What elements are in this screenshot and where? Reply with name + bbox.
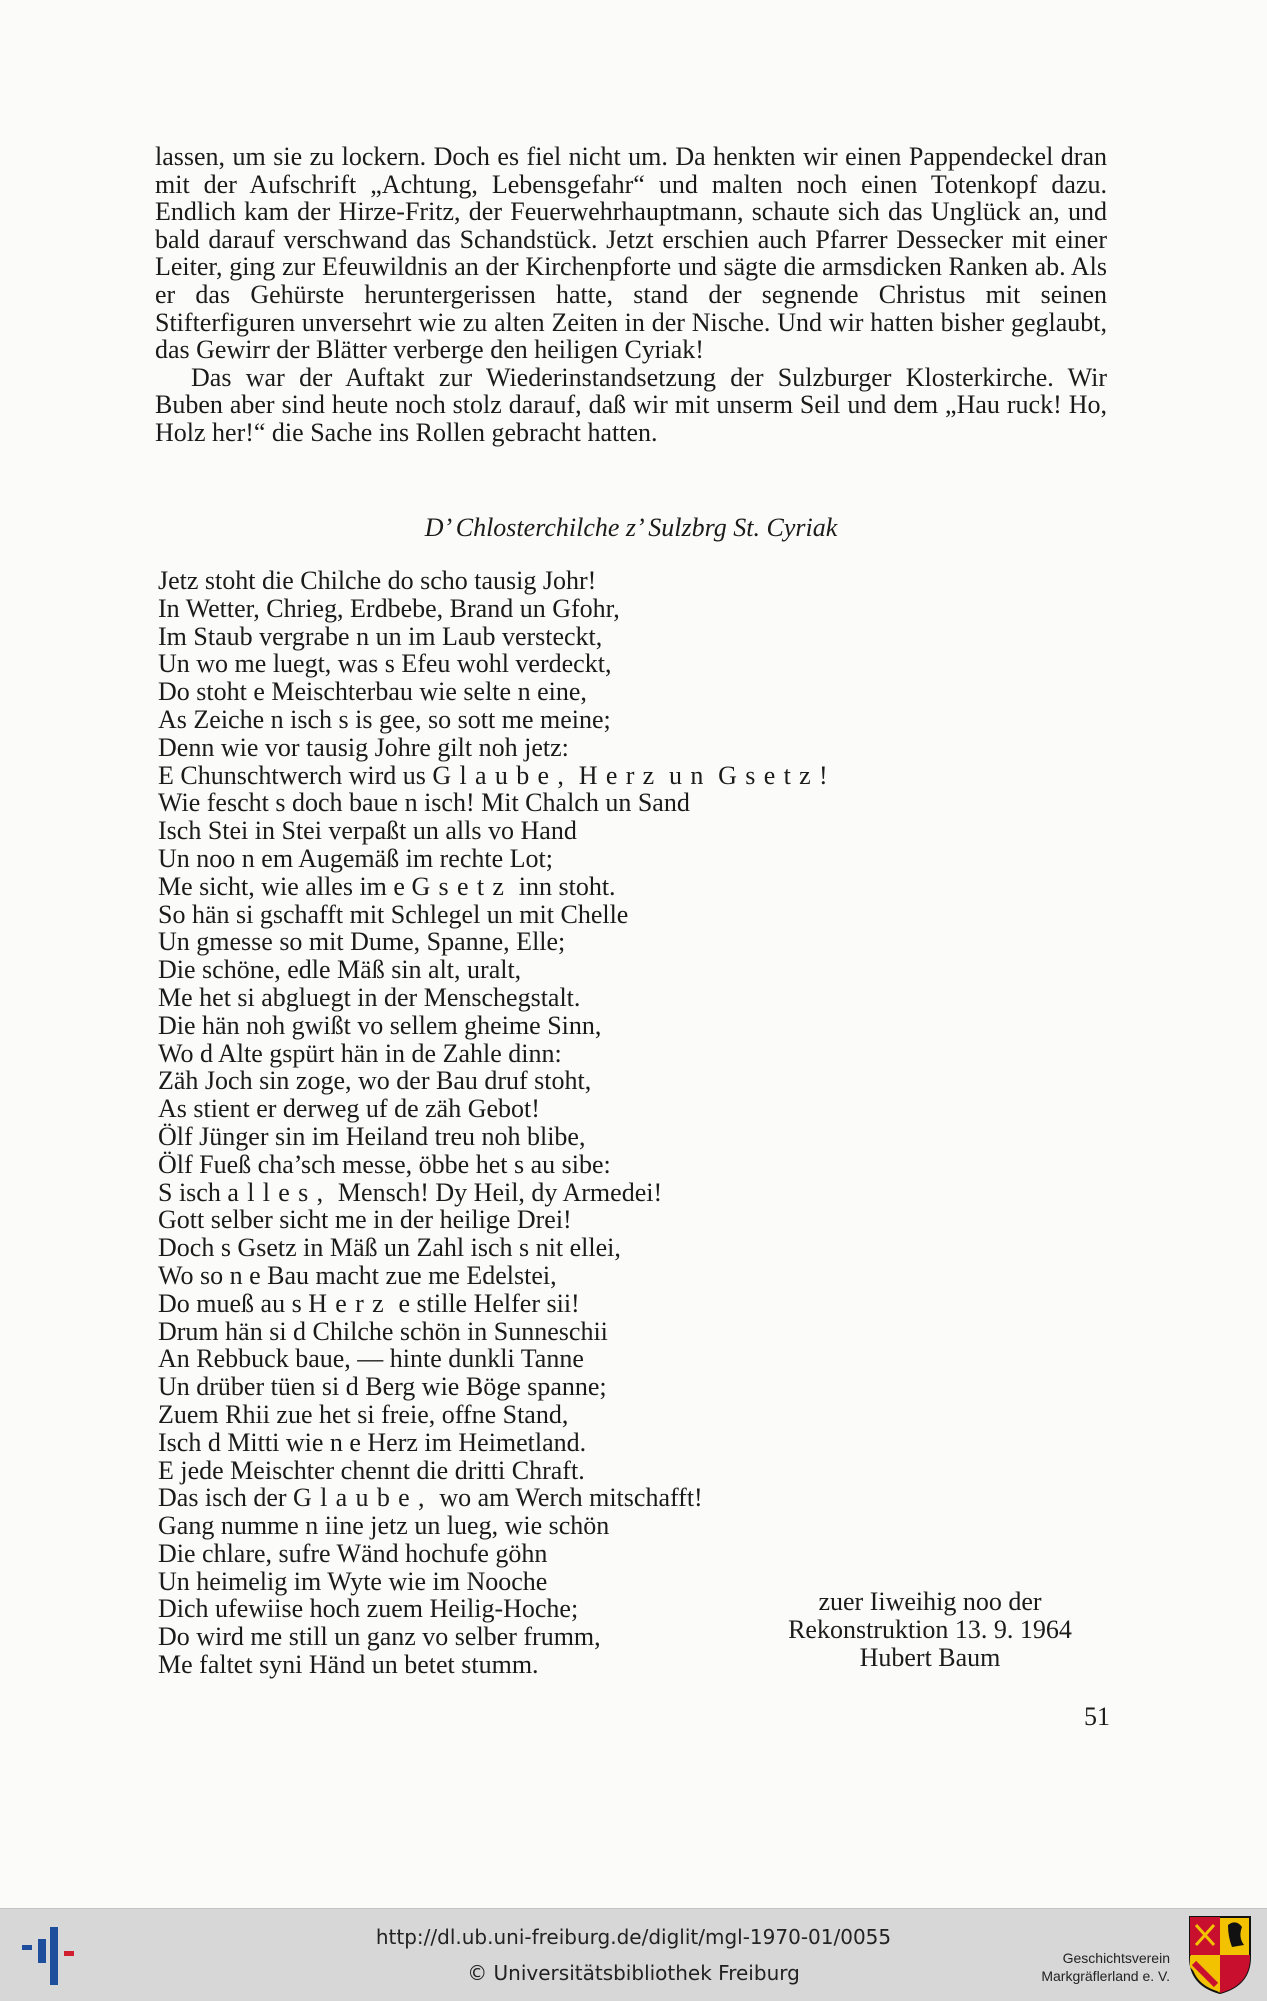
poem-line: Wo so n e Bau macht zue me Edelstei, <box>158 1260 557 1290</box>
dedication-line: zuer Iiweihig noo der <box>818 1587 1042 1616</box>
page-number: 51 <box>1084 1702 1110 1731</box>
poem-text: inn stoht. <box>512 871 616 901</box>
poem-line: Ölf Fueß cha’sch messe, öbbe het s au sibe: <box>158 1149 611 1179</box>
poem-line: E jede Meischter chennt die dritti Chraft. <box>158 1455 585 1485</box>
paragraph: lassen, um sie zu lockern. Doch es fiel nicht um. Da henkten wir einen Pappendeckel dran mit der Aufschrift „Achtung, Lebensgefahr“ und malten noch einen Totenkopf dazu. Endlich kam der Hirze-Fritz, der Feuerwehrhauptmann, schaute sich das Unglück an, und bald darauf verschwand das Schandstück. Jetzt erschien auch Pfarrer Dessecker mit einer Leiter, ging zur Efeuwildnis an der Kirchenpforte und sägte die armsdicken Ranken ab. Als er das Gehürste heruntergerissen hatte, stand der segnende Christus mit seinen Stifterfiguren unversehrt wie zu alten Zeiten in der Nische. Und wir hatten bisher geglaubt, das Gewirr der Blätter verberge den heiligen Cyriak! <box>155 142 1107 365</box>
poem-line: Gott selber sicht me in der heilige Drei! <box>158 1205 572 1235</box>
poem-text: wo am Werch mitschafft! <box>432 1483 703 1513</box>
poem-line: Un gmesse so mit Dume, Spanne, Elle; <box>158 927 566 957</box>
poem-line <box>158 1290 918 1318</box>
poem-line: Die chlare, sufre Wänd hochufe göhn <box>158 1538 548 1568</box>
spaced-word: Herz <box>578 760 663 790</box>
spaced-word: Gsetz <box>411 871 513 901</box>
poem-line: Im Staub vergrabe n un im Laub versteckt, <box>158 621 603 651</box>
poem-line: Drum hän si d Chilche schön in Sunneschii <box>158 1316 608 1346</box>
poem-line: Me het si abgluegt in der Menschegstalt. <box>158 982 581 1012</box>
poem-line <box>158 1179 918 1207</box>
society-name <box>1020 1949 1170 1985</box>
poem-title: D’ Chlosterchilche z’ Sulzbrg St. Cyriak <box>424 513 838 542</box>
society-name-line: Markgräflerland e. V. <box>1041 1968 1170 1984</box>
poem-text: Me sicht, wie alles im e <box>158 871 412 901</box>
poem-line <box>158 873 918 901</box>
spaced-word: alles, <box>227 1177 332 1207</box>
spaced-word: Herz <box>308 1288 392 1318</box>
poem-line: Jetz stoht die Chilche do scho tausig Johr! <box>158 566 597 595</box>
poem-line: Do wird me still un ganz vo selber frumm, <box>158 1622 601 1652</box>
spaced-word: Gsetz! <box>718 760 836 790</box>
spaced-word: un <box>669 760 712 790</box>
poem-text: S isch <box>158 1177 228 1207</box>
poem-line: Wo d Alte gspürt hän in de Zahle dinn: <box>158 1038 562 1068</box>
poem-line <box>158 1484 918 1512</box>
author-name: Hubert Baum <box>859 1643 1001 1672</box>
poem-text: Das isch der <box>158 1483 294 1513</box>
poem-line: Un drüber tüen si d Berg wie Böge spanne; <box>158 1372 607 1402</box>
poem-line: Un heimelig im Wyte wie im Nooche <box>158 1566 548 1596</box>
society-name-line: Geschichtsverein <box>1062 1950 1170 1966</box>
spaced-word: Glaube, <box>432 760 573 790</box>
poem-line: Dich ufewiise hoch zuem Heilig-Hoche; <box>158 1594 579 1624</box>
poem-line: Zuem Rhii zue het si freie, offne Stand, <box>158 1399 569 1429</box>
poem-line: Die schöne, edle Mäß sin alt, uralt, <box>158 955 522 985</box>
poem-line: Denn wie vor tausig Johre gilt noh jetz: <box>158 732 569 762</box>
poem-line: As Zeiche n isch s is gee, so sott me meine; <box>158 704 611 734</box>
permalink-url[interactable]: http://dl.ub.uni-freiburg.de/diglit/mgl-1970-01/0055 <box>375 1925 892 1949</box>
spaced-word: Glaube, <box>293 1483 433 1513</box>
paragraph: Das war der Auftakt zur Wiederinstandsetzung der Sulzburger Klosterkirche. Wir Buben aber sind heute noch stolz darauf, daß wir mit unserm Seil und dem „Hau ruck! Ho, Holz her!“ die Sache ins Rollen gebracht hatten. <box>155 362 1107 447</box>
poem-line: Doch s Gsetz in Mäß un Zahl isch s nit ellei, <box>158 1233 621 1263</box>
poem-line: Zäh Joch sin zoge, wo der Bau druf stoht, <box>158 1066 592 1096</box>
signature <box>740 1588 1120 1672</box>
poem-line: Ölf Jünger sin im Heiland treu noh blibe, <box>158 1121 586 1151</box>
poem-text: E Chunschtwerch wird us <box>158 760 433 790</box>
dedication-line: Rekonstruktion 13. 9. 1964 <box>788 1615 1072 1644</box>
poem-line <box>158 762 918 790</box>
poem-line: Isch d Mitti wie n e Herz im Heimetland. <box>158 1427 587 1457</box>
poem-line: Do stoht e Meischterbau wie selte n eine, <box>158 677 587 707</box>
poem-line: In Wetter, Chrieg, Erdbebe, Brand un Gfohr, <box>158 593 620 623</box>
poem-line: So hän si gschafft mit Schlegel un mit Chelle <box>158 899 629 929</box>
poem-line: As stient er derweg uf de zäh Gebot! <box>158 1094 540 1124</box>
prose-text <box>155 143 1107 447</box>
poem-line: Die hän noh gwißt vo sellem gheime Sinn, <box>158 1010 602 1040</box>
poem-line: Wie fescht s doch baue n isch! Mit Chalch un Sand <box>158 788 690 818</box>
poem-text: e stille Helfer sii! <box>392 1288 580 1318</box>
copyright-notice: © Universitätsbibliothek Freiburg <box>467 1961 800 1985</box>
poem-text: Mensch! Dy Heil, dy Armedei! <box>331 1177 663 1207</box>
viewer-footer <box>0 1908 1267 2001</box>
poem-line: Un noo n em Augemäß im rechte Lot; <box>158 843 553 873</box>
poem-line: Isch Stei in Stei verpaßt un alls vo Hand <box>158 816 577 846</box>
poem-line: Gang numme n iine jetz un lueg, wie schön <box>158 1511 610 1541</box>
coat-of-arms-icon[interactable] <box>1188 1915 1252 1995</box>
poem-line: Un wo me luegt, was s Efeu wohl verdeckt, <box>158 649 612 679</box>
poem-line: Me faltet syni Händ un betet stumm. <box>158 1650 539 1680</box>
poem <box>158 567 918 1679</box>
poem-text: Do mueß au s <box>158 1288 309 1318</box>
poem-line: An Rebbuck baue, — hinte dunkli Tanne <box>158 1344 584 1374</box>
